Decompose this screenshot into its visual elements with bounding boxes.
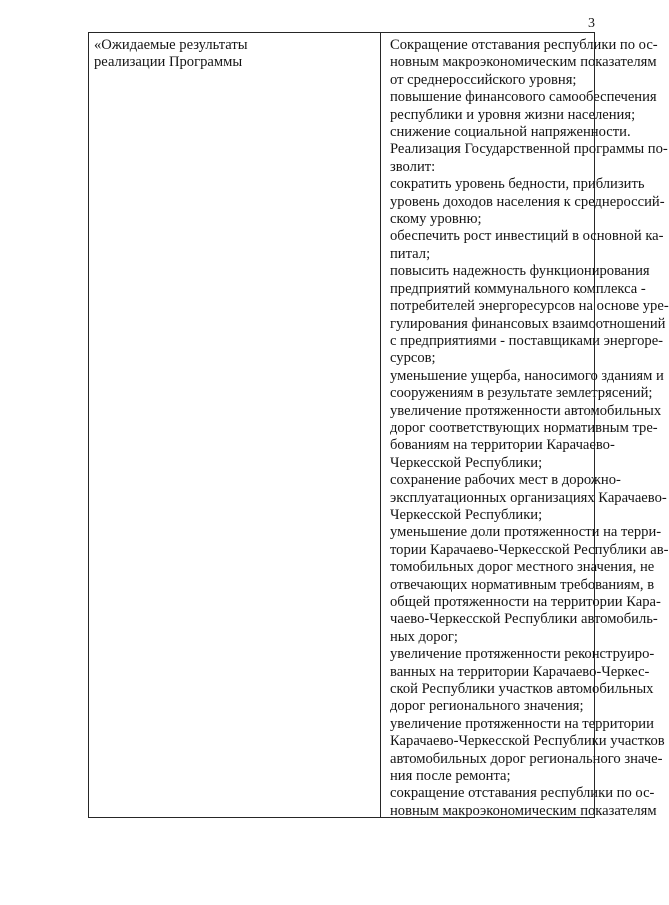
content-line: Сокращение отставания республики по ос-	[390, 37, 658, 53]
content-line: ных дорог;	[390, 628, 458, 645]
content-line: гулирования финансовых взаимоотношений	[390, 315, 666, 332]
content-line: чаево-Черкесской Республики автомобиль-	[390, 611, 658, 628]
content-line: отвечающих нормативным требованиям, в	[390, 576, 655, 593]
content-line: ской Республики участков автомобильных	[390, 681, 654, 698]
content-line: тории Карачаево-Черкесской Республики ав-	[390, 541, 669, 558]
column-divider	[380, 33, 381, 817]
content-line: сооружениям в результате землетрясений;	[390, 385, 653, 402]
section-title-line: реализации Программы	[94, 54, 243, 71]
content-line: Реализация Государственной программы по-	[390, 141, 668, 158]
content-line: Черкесской Республики;	[390, 506, 543, 523]
content-line: сокращение отставания республики по ос-	[390, 785, 655, 802]
content-line: питал;	[390, 245, 431, 262]
content-line: скому уровню;	[390, 211, 482, 228]
content-line: снижение социальной напряженности.	[390, 124, 631, 141]
content-line: уровень доходов населения к среднероссий-	[390, 193, 665, 210]
content-line: автомобильных дорог регионального значе-	[390, 750, 663, 767]
content-line: эксплуатационных организациях Карачаево-	[390, 489, 667, 506]
content-line: увеличение протяженности автомобильных	[390, 402, 662, 419]
section-title-cell	[94, 37, 374, 72]
content-line: обеспечить рост инвестиций в основной ка-	[390, 228, 664, 245]
page-number: 3	[588, 16, 595, 31]
content-line: республики и уровня жизни населения;	[390, 106, 636, 123]
content-line: уменьшение доли протяженности на терри-	[390, 524, 662, 541]
section-title-line: «Ожидаемые результаты	[94, 37, 248, 53]
content-line: ванных на территории Карачаево-Черкес-	[390, 663, 650, 680]
content-line: дорог соответствующих нормативным тре-	[390, 419, 658, 436]
content-line: новным макроэкономическим показателям	[390, 54, 657, 71]
content-line: бованиям на территории Карачаево-	[390, 437, 615, 454]
content-line: предприятий коммунального комплекса -	[390, 280, 646, 297]
program-results-table	[88, 32, 669, 819]
content-line: повысить надежность функционирования	[390, 263, 650, 280]
content-line: зволит:	[390, 158, 436, 175]
content-line: сурсов;	[390, 350, 436, 367]
content-line: ния после ремонта;	[390, 768, 511, 785]
content-line: новным макроэкономическим показателям	[390, 802, 657, 819]
results-content-cell	[390, 37, 669, 820]
content-line: Карачаево-Черкесской Республики участков	[390, 733, 665, 750]
content-line: потребителей энергоресурсов на основе уре-	[390, 298, 669, 315]
content-line: томобильных дорог местного значения, не	[390, 559, 655, 576]
content-line: сократить уровень бедности, приблизить	[390, 176, 645, 193]
content-line: дорог регионального значения;	[390, 698, 584, 715]
content-line: увеличение протяженности реконструиро-	[390, 646, 655, 663]
content-line: увеличение протяженности на территории	[390, 715, 654, 732]
content-line: уменьшение ущерба, наносимого зданиям и	[390, 367, 664, 384]
content-line: от среднероссийского уровня;	[390, 71, 577, 88]
content-line: с предприятиями - поставщиками энергоре-	[390, 332, 664, 349]
content-line: повышение финансового самообеспечения	[390, 89, 657, 106]
content-line: Черкесской Республики;	[390, 454, 543, 471]
content-line: сохранение рабочих мест в дорожно-	[390, 472, 621, 489]
content-line: общей протяженности на территории Кара-	[390, 594, 661, 610]
